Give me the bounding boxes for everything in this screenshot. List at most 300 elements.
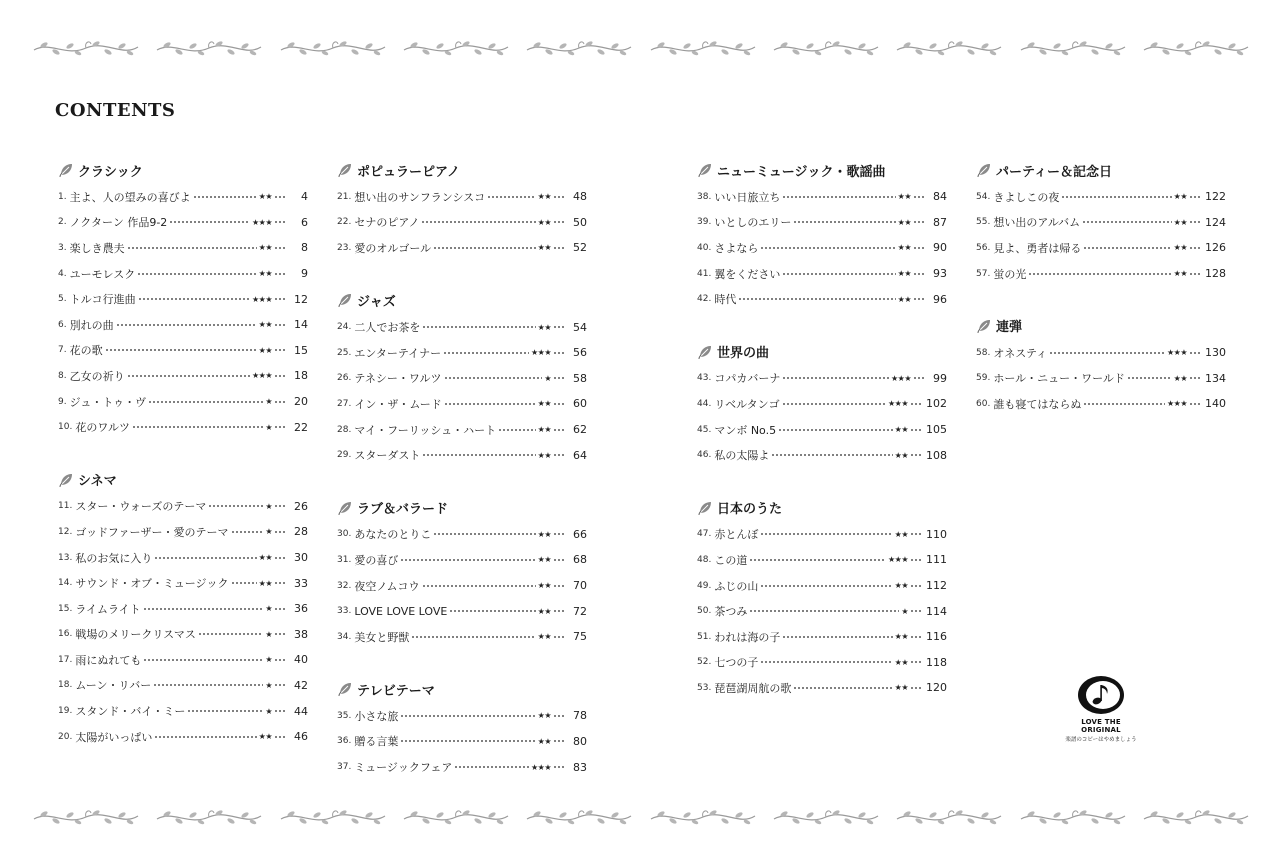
toc-entry[interactable]	[58, 414, 308, 440]
section-title: 世界の曲	[717, 346, 770, 362]
entry-title: 楽しき農夫	[69, 241, 125, 255]
entry-number: 60.	[976, 398, 991, 409]
toc-entry[interactable]	[58, 673, 308, 699]
entry-number: 27.	[337, 398, 352, 409]
entry-page: 20	[294, 395, 308, 409]
difficulty-stars: ★★	[258, 553, 272, 563]
dot-leader	[760, 585, 892, 587]
dot-leader	[274, 375, 286, 377]
difficulty-stars: ★★	[1173, 192, 1187, 202]
leaf-icon	[697, 500, 713, 516]
toc-entry[interactable]	[58, 570, 308, 596]
toc-entry[interactable]	[337, 366, 587, 392]
section-gap	[337, 650, 587, 676]
entry-page: 70	[573, 579, 587, 593]
toc-entry[interactable]	[58, 389, 308, 415]
toc-entry[interactable]	[58, 312, 308, 338]
dot-leader	[143, 608, 264, 610]
section-gap	[976, 286, 1226, 312]
entry-page: 40	[294, 653, 308, 667]
toc-entry[interactable]	[976, 235, 1226, 261]
difficulty-stars: ★★	[1173, 373, 1187, 383]
dot-leader	[910, 610, 922, 612]
entry-number: 1.	[58, 191, 67, 202]
dot-leader	[782, 636, 892, 638]
dot-leader	[487, 196, 535, 198]
entry-number: 33.	[337, 606, 352, 617]
dot-leader	[782, 273, 895, 275]
entry-number: 22.	[337, 217, 352, 228]
dot-leader	[553, 429, 565, 431]
section-heading	[58, 466, 308, 494]
dot-leader	[749, 559, 886, 561]
dot-leader	[127, 247, 257, 249]
entry-title: 贈る言葉	[354, 735, 399, 749]
entry-page: 116	[926, 630, 947, 644]
entry-title: サウンド・オブ・ミュージック	[75, 577, 229, 591]
entry-page: 33	[294, 576, 308, 590]
toc-entry[interactable]	[976, 210, 1226, 236]
toc-entry[interactable]	[697, 624, 947, 650]
toc-entry[interactable]	[58, 622, 308, 648]
entry-title: ミュージックフェア	[354, 761, 453, 775]
entry-number: 36.	[337, 736, 352, 747]
difficulty-stars: ★★★	[530, 348, 551, 358]
dot-leader	[760, 247, 895, 249]
entry-title: 戦場のメリークリスマス	[75, 628, 196, 642]
entry-page: 28	[294, 525, 308, 539]
entry-page: 52	[573, 241, 587, 255]
difficulty-stars: ★★	[537, 581, 551, 591]
leaf-icon	[58, 162, 74, 178]
toc-entry[interactable]	[58, 698, 308, 724]
entry-title: ユーモレスク	[69, 267, 136, 281]
section-heading	[697, 338, 947, 366]
entry-page: 87	[933, 215, 947, 229]
dot-leader	[1189, 273, 1201, 275]
entry-title: スタンド・バイ・ミー	[75, 705, 186, 719]
toc-entry[interactable]	[58, 184, 308, 210]
dot-leader	[913, 298, 925, 300]
dot-leader	[782, 196, 895, 198]
dot-leader	[760, 661, 892, 663]
toc-entry[interactable]	[337, 729, 587, 755]
entry-title: 赤とんぼ	[714, 528, 759, 542]
dot-leader	[553, 352, 565, 354]
section-title: ラブ＆バラード	[357, 502, 449, 518]
toc-entry[interactable]	[697, 598, 947, 624]
dot-leader	[274, 426, 286, 428]
dot-leader	[1028, 273, 1171, 275]
toc-entry[interactable]	[58, 210, 308, 236]
dot-leader	[154, 557, 256, 559]
dot-leader	[274, 633, 286, 635]
vine-ornament-icon	[153, 806, 265, 828]
entry-number: 5.	[58, 294, 67, 305]
dot-leader	[169, 221, 250, 223]
section-heading	[337, 675, 587, 703]
entry-number: 24.	[337, 322, 352, 333]
entry-title: 誰も寝てはならぬ	[993, 397, 1082, 411]
toc-entry[interactable]	[58, 596, 308, 622]
entry-title: 茶つみ	[714, 605, 748, 619]
dot-leader	[778, 429, 893, 431]
vine-ornament-icon	[1017, 806, 1129, 828]
entry-title: いい日旅立ち	[714, 190, 781, 204]
toc-entry[interactable]	[337, 391, 587, 417]
dot-leader	[553, 247, 565, 249]
toc-section	[976, 286, 1226, 416]
dot-leader	[913, 377, 925, 379]
dot-leader	[910, 533, 922, 535]
entry-page: 96	[933, 292, 947, 306]
toc-entry[interactable]	[697, 442, 947, 468]
dot-leader	[454, 766, 529, 768]
toc-section	[58, 156, 308, 440]
toc-entry[interactable]	[697, 261, 947, 287]
difficulty-stars: ★	[265, 680, 272, 690]
dot-leader	[553, 533, 565, 535]
dot-leader	[553, 403, 565, 405]
difficulty-stars: ★★	[897, 217, 911, 227]
entry-title: 花のワルツ	[75, 421, 130, 435]
dot-leader	[913, 221, 925, 223]
section-title: クラシック	[78, 164, 143, 180]
section-title: 連弾	[996, 320, 1023, 336]
entry-page: 90	[933, 241, 947, 255]
difficulty-stars: ★★	[537, 529, 551, 539]
difficulty-stars: ★★	[894, 581, 908, 591]
entry-number: 12.	[58, 526, 73, 537]
dot-leader	[1083, 247, 1171, 249]
toc-entry[interactable]	[58, 338, 308, 364]
entry-number: 58.	[976, 347, 991, 358]
dot-leader	[910, 636, 922, 638]
section-heading	[976, 156, 1226, 184]
difficulty-stars: ★★	[537, 322, 551, 332]
entry-title: 雨にぬれても	[75, 653, 142, 667]
leaf-icon	[337, 162, 353, 178]
toc-entry[interactable]	[337, 522, 587, 548]
section-title: ポピュラーピアノ	[357, 164, 460, 180]
toc-entry[interactable]	[337, 210, 587, 236]
entry-page: 118	[926, 655, 947, 669]
difficulty-stars: ★★	[258, 732, 272, 742]
dot-leader	[154, 736, 256, 738]
vine-ornament-icon	[277, 806, 389, 828]
dot-leader	[553, 610, 565, 612]
toc-entry[interactable]	[976, 261, 1226, 287]
toc-entry[interactable]	[337, 314, 587, 340]
difficulty-stars: ★★	[537, 399, 551, 409]
entry-number: 37.	[337, 762, 352, 773]
entry-number: 3.	[58, 242, 67, 253]
difficulty-stars: ★★★	[887, 555, 908, 565]
entry-title: 主よ、人の望みの喜びよ	[69, 190, 191, 204]
entry-title: 別れの曲	[69, 318, 114, 332]
toc-entry[interactable]	[976, 340, 1226, 366]
entry-page: 64	[573, 448, 587, 462]
toc-entry[interactable]	[697, 522, 947, 548]
entry-number: 52.	[697, 657, 712, 668]
section-title: テレビテーマ	[357, 683, 435, 699]
toc-entry[interactable]	[337, 340, 587, 366]
toc-entry[interactable]	[697, 573, 947, 599]
difficulty-stars: ★	[265, 629, 272, 639]
entry-number: 18.	[58, 680, 73, 691]
dot-leader	[553, 766, 565, 768]
dot-leader	[444, 377, 543, 379]
dot-leader	[443, 352, 529, 354]
entry-number: 13.	[58, 552, 73, 563]
entry-number: 53.	[697, 682, 712, 693]
toc-entry[interactable]	[697, 184, 947, 210]
toc-entry[interactable]	[337, 184, 587, 210]
entry-title: 夜空ノムコウ	[354, 579, 420, 593]
vine-ornament-icon	[523, 37, 635, 59]
difficulty-stars: ★★★	[1166, 399, 1187, 409]
dot-leader	[400, 740, 535, 742]
dot-leader	[1049, 352, 1165, 354]
dot-leader	[132, 426, 263, 428]
dot-leader	[498, 429, 536, 431]
entry-title: セナのピアノ	[354, 216, 420, 230]
difficulty-stars: ★★★	[1166, 348, 1187, 358]
difficulty-stars: ★★★	[887, 399, 908, 409]
dot-leader	[553, 636, 565, 638]
entry-title: 見よ、勇者は帰る	[993, 241, 1082, 255]
difficulty-stars: ★★	[258, 320, 272, 330]
entry-page: 114	[926, 604, 947, 618]
toc-entry[interactable]	[58, 519, 308, 545]
section-gap	[337, 261, 587, 287]
toc-entry[interactable]	[976, 366, 1226, 392]
dot-leader	[274, 505, 286, 507]
entry-title: マイ・フーリッシュ・ハート	[354, 423, 497, 437]
entry-title: 時代	[714, 293, 737, 307]
toc-entry[interactable]	[697, 417, 947, 443]
entry-title: リベルタンゴ	[714, 397, 780, 411]
toc-entry[interactable]	[58, 724, 308, 750]
toc-entry[interactable]	[337, 235, 587, 261]
entry-page: 22	[294, 420, 308, 434]
dot-leader	[274, 196, 286, 198]
logo-main-text: LOVE THE ORIGINAL	[1081, 718, 1121, 734]
toc-entry[interactable]	[337, 624, 587, 650]
entry-title: スターダスト	[354, 449, 421, 463]
difficulty-stars: ★★	[897, 243, 911, 253]
entry-number: 31.	[337, 554, 352, 565]
difficulty-stars: ★	[901, 606, 908, 616]
vine-border-top	[30, 37, 1252, 59]
entry-page: 75	[573, 630, 587, 644]
toc-entry[interactable]	[976, 391, 1226, 417]
leaf-icon	[337, 292, 353, 308]
toc-entry[interactable]	[337, 417, 587, 443]
toc-entry[interactable]	[337, 547, 587, 573]
difficulty-stars: ★★	[1173, 217, 1187, 227]
dot-leader	[913, 273, 925, 275]
toc-entry[interactable]	[697, 391, 947, 417]
entry-page: 72	[573, 604, 587, 618]
entry-number: 39.	[697, 217, 712, 228]
toc-entry[interactable]	[58, 235, 308, 261]
difficulty-stars: ★	[265, 706, 272, 716]
entry-page: 62	[573, 423, 587, 437]
toc-entry[interactable]	[337, 703, 587, 729]
entry-page: 140	[1205, 397, 1226, 411]
toc-entry[interactable]	[58, 647, 308, 673]
entry-number: 47.	[697, 529, 712, 540]
entry-number: 56.	[976, 242, 991, 253]
entry-title: いとしのエリー	[714, 216, 792, 230]
entry-number: 34.	[337, 631, 352, 642]
entry-number: 9.	[58, 396, 67, 407]
entry-number: 28.	[337, 424, 352, 435]
toc-entry[interactable]	[697, 286, 947, 312]
dot-leader	[143, 659, 263, 661]
difficulty-stars: ★	[265, 655, 272, 665]
difficulty-stars: ★	[265, 604, 272, 614]
entry-page: 15	[294, 343, 308, 357]
entry-page: 111	[926, 553, 947, 567]
section-heading	[58, 156, 308, 184]
difficulty-stars: ★★	[537, 632, 551, 642]
toc-entry[interactable]	[697, 366, 947, 392]
entry-page: 6	[301, 215, 308, 229]
entry-page: 12	[294, 292, 308, 306]
entry-number: 16.	[58, 629, 73, 640]
difficulty-stars: ★	[544, 373, 551, 383]
toc-section	[697, 312, 947, 468]
entry-number: 40.	[697, 242, 712, 253]
dot-leader	[1083, 403, 1165, 405]
dot-leader	[274, 557, 286, 559]
entry-number: 32.	[337, 580, 352, 591]
dot-leader	[433, 533, 535, 535]
toc-entry[interactable]	[58, 261, 308, 287]
entry-title: 二人でお茶を	[354, 321, 421, 335]
entry-page: 112	[926, 579, 947, 593]
dot-leader	[913, 196, 925, 198]
toc-entry[interactable]	[58, 286, 308, 312]
toc-entry[interactable]	[58, 494, 308, 520]
dot-leader	[138, 298, 250, 300]
entry-page: 9	[301, 267, 308, 281]
entry-title: オネスティ	[993, 346, 1048, 360]
entry-title: 花の歌	[69, 344, 103, 358]
vine-ornament-icon	[30, 806, 142, 828]
entry-page: 50	[573, 215, 587, 229]
section-heading	[697, 494, 947, 522]
dot-leader	[198, 633, 263, 635]
toc-entry[interactable]	[337, 573, 587, 599]
entry-page: 122	[1205, 190, 1226, 204]
entry-number: 54.	[976, 191, 991, 202]
difficulty-stars: ★★★	[530, 762, 551, 772]
entry-title: テネシー・ワルツ	[354, 372, 442, 386]
entry-number: 4.	[58, 268, 67, 279]
leaf-icon	[697, 162, 713, 178]
difficulty-stars: ★★	[537, 217, 551, 227]
section-title: ニューミュージック・歌謡曲	[717, 164, 886, 180]
difficulty-stars: ★★	[258, 192, 272, 202]
entry-number: 42.	[697, 294, 712, 305]
entry-title: 私のお気に入り	[75, 551, 153, 565]
vine-ornament-icon	[647, 37, 759, 59]
difficulty-stars: ★★	[1173, 243, 1187, 253]
dot-leader	[553, 585, 565, 587]
entry-number: 23.	[337, 242, 352, 253]
toc-entry[interactable]	[697, 547, 947, 573]
leaf-icon	[337, 681, 353, 697]
toc-entry[interactable]	[58, 363, 308, 389]
dot-leader	[1061, 196, 1171, 198]
difficulty-stars: ★	[265, 422, 272, 432]
difficulty-stars: ★★	[537, 450, 551, 460]
toc-entry[interactable]	[697, 650, 947, 676]
dot-leader	[1189, 403, 1201, 405]
dot-leader	[553, 196, 565, 198]
entry-title: われは海の子	[714, 630, 781, 644]
entry-page: 8	[301, 241, 308, 255]
toc-entry[interactable]	[337, 598, 587, 624]
toc-entry[interactable]	[337, 442, 587, 468]
toc-entry[interactable]	[697, 675, 947, 701]
entry-page: 84	[933, 190, 947, 204]
dot-leader	[400, 715, 535, 717]
dot-leader	[274, 401, 286, 403]
dot-leader	[1189, 377, 1201, 379]
toc-entry[interactable]	[697, 210, 947, 236]
toc-entry[interactable]	[337, 754, 587, 780]
leaf-icon	[697, 344, 713, 360]
dot-leader	[782, 377, 889, 379]
entry-title: ムーン・リバー	[75, 679, 152, 693]
dot-leader	[274, 608, 286, 610]
toc-entry[interactable]	[58, 545, 308, 571]
dot-leader	[274, 247, 286, 249]
entry-number: 11.	[58, 501, 73, 512]
difficulty-stars: ★	[265, 527, 272, 537]
page-title: CONTENTS	[55, 100, 176, 121]
vine-ornament-icon	[893, 806, 1005, 828]
difficulty-stars: ★★★	[251, 217, 272, 227]
entry-title: 美女と野獣	[354, 630, 410, 644]
entry-page: 99	[933, 371, 947, 385]
leaf-icon	[337, 500, 353, 516]
entry-number: 10.	[58, 422, 73, 433]
entry-number: 41.	[697, 268, 712, 279]
vine-ornament-icon	[400, 37, 512, 59]
section-gap	[58, 440, 308, 466]
difficulty-stars: ★★	[537, 425, 551, 435]
entry-number: 8.	[58, 370, 67, 381]
vine-ornament-icon	[400, 806, 512, 828]
dot-leader	[782, 403, 886, 405]
leaf-icon	[976, 162, 992, 178]
entry-page: 66	[573, 527, 587, 541]
toc-column-3	[697, 156, 947, 701]
music-note-icon	[1076, 674, 1126, 716]
toc-entry[interactable]	[976, 184, 1226, 210]
entry-number: 46.	[697, 450, 712, 461]
vine-ornament-icon	[523, 806, 635, 828]
difficulty-stars: ★★★	[251, 294, 272, 304]
toc-entry[interactable]	[697, 235, 947, 261]
entry-title: ホール・ニュー・ワールド	[993, 372, 1125, 386]
entry-page: 42	[294, 678, 308, 692]
